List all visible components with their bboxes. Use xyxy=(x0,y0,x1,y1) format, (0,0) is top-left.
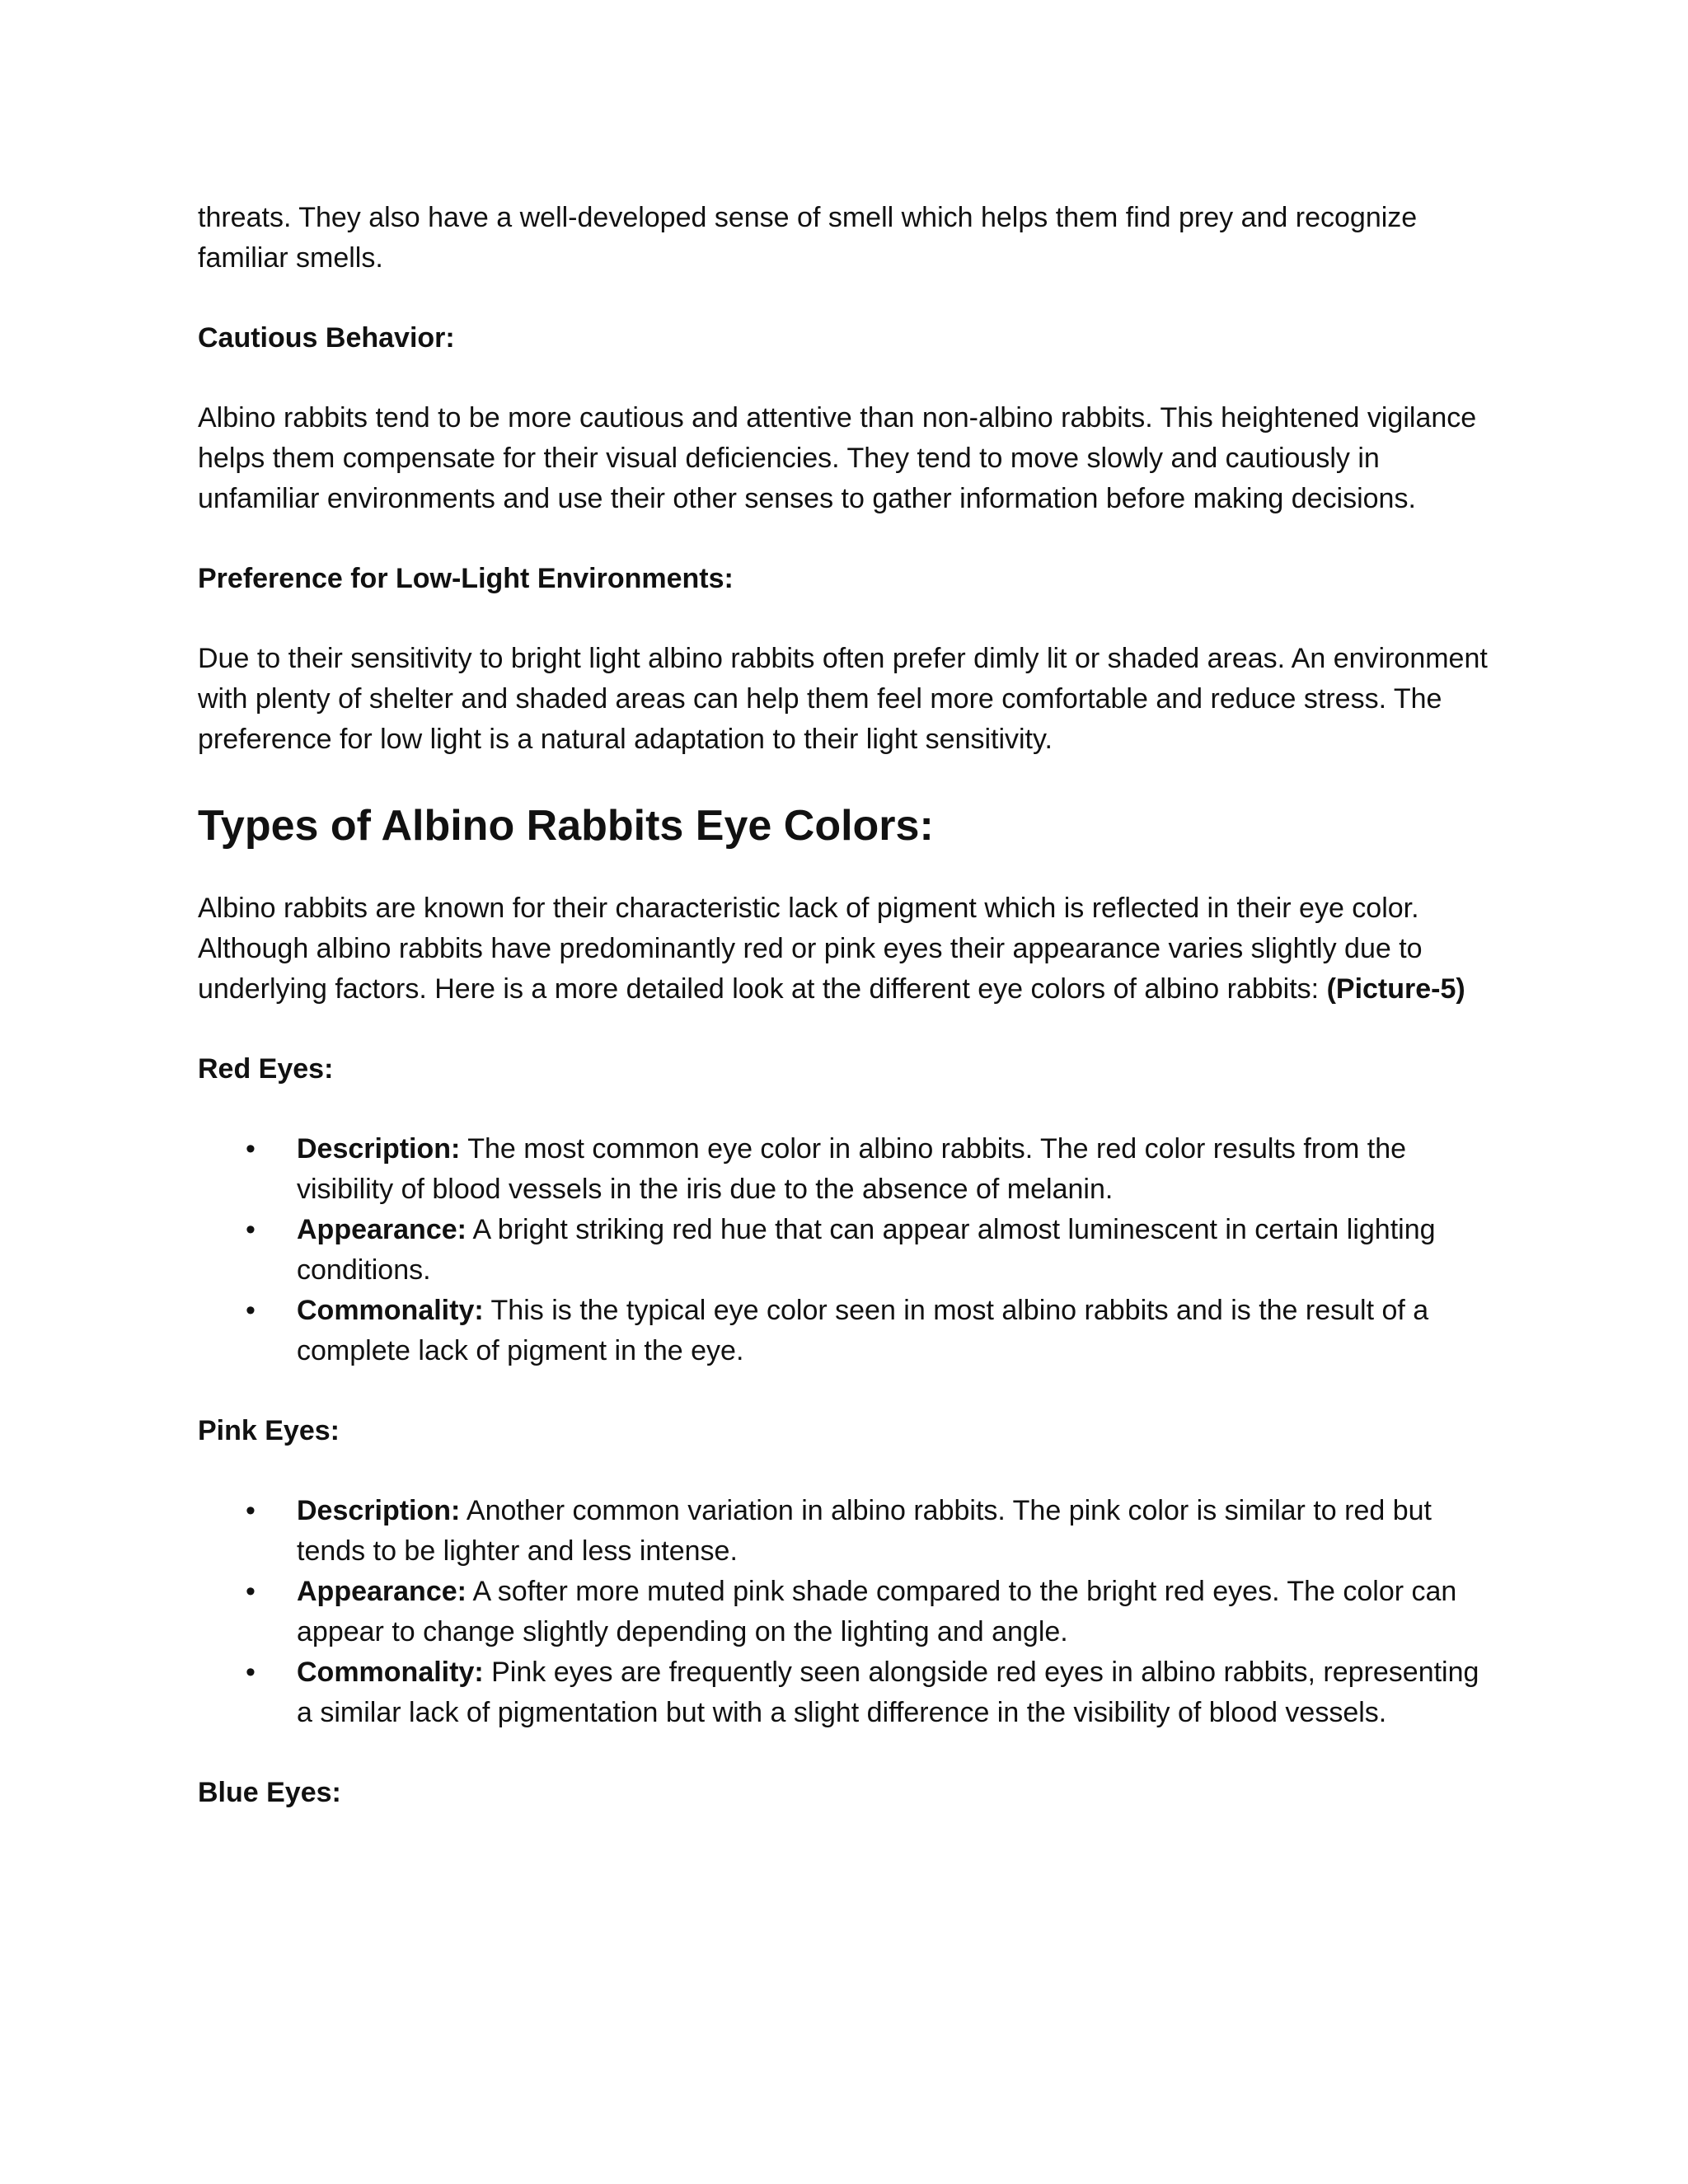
eye-colors-intro xyxy=(198,888,1500,1010)
picture-reference: (Picture-5) xyxy=(1326,973,1465,1005)
item-label: Description: xyxy=(297,1133,461,1165)
list-item xyxy=(198,1572,1500,1652)
cautious-behavior-paragraph: Albino rabbits tend to be more cautious and attentive than non-albino rabbits. This heightened vigilance helps them compensate for their visual deficiencies. They tend to move slowly and cautiously in unfamiliar environments and use their other senses to gather information before making decisions. xyxy=(198,402,1477,514)
item-label: Commonality: xyxy=(297,1657,484,1688)
pink-eyes-heading: Pink Eyes: xyxy=(198,1415,340,1446)
bullet-icon: • xyxy=(246,1214,256,1245)
bullet-icon: • xyxy=(246,1495,256,1526)
bullet-icon: • xyxy=(246,1576,256,1607)
item-label: Description: xyxy=(297,1495,461,1526)
cautious-behavior-heading: Cautious Behavior: xyxy=(198,322,455,354)
section-title: Types of Albino Rabbits Eye Colors: xyxy=(198,802,934,850)
bullet-icon: • xyxy=(246,1133,256,1165)
item-text: A softer more muted pink shade compared to the bright red eyes. The color can appear to change slightly depending on the lighting and angle. xyxy=(297,1576,1457,1647)
item-text: This is the typical eye color seen in most albino rabbits and is the result of a complete lack of pigment in the eye. xyxy=(297,1295,1429,1366)
item-label: Appearance: xyxy=(297,1576,467,1607)
eye-colors-intro-text: Albino rabbits are known for their characteristic lack of pigment which is reflected in their eye color. Although albino rabbits have predominantly red or pink eyes their appearance varies slightly due to underlying factors. Here is a more detailed look at the different eye colors of albino rabbits: xyxy=(198,893,1423,1005)
item-text: Pink eyes are frequently seen alongside red eyes in albino rabbits, representing a similar lack of pigmentation but with a slight difference in the visibility of blood vessels. xyxy=(297,1657,1479,1728)
list-item xyxy=(198,1129,1500,1210)
pink-eyes-list xyxy=(198,1491,1500,1733)
item-text: A bright striking red hue that can appear almost luminescent in certain lighting conditions. xyxy=(297,1214,1436,1286)
red-eyes-heading: Red Eyes: xyxy=(198,1053,334,1085)
item-text: The most common eye color in albino rabbits. The red color results from the visibility of blood vessels in the iris due to the absence of melanin. xyxy=(297,1133,1407,1205)
low-light-paragraph: Due to their sensitivity to bright light albino rabbits often prefer dimly lit or shaded areas. An environment with plenty of shelter and shaded areas can help them feel more comfortable and reduce stress. The preference for low light is a natural adaptation to their light sensitivity. xyxy=(198,643,1488,755)
list-item xyxy=(198,1652,1500,1733)
item-text: Another common variation in albino rabbits. The pink color is similar to red but tends to be lighter and less intense. xyxy=(297,1495,1432,1567)
document-page xyxy=(198,198,1500,1853)
list-item xyxy=(198,1291,1500,1371)
bullet-icon: • xyxy=(246,1657,256,1688)
blue-eyes-heading: Blue Eyes: xyxy=(198,1777,341,1808)
bullet-icon: • xyxy=(246,1295,256,1326)
list-item xyxy=(198,1210,1500,1291)
low-light-heading: Preference for Low-Light Environments: xyxy=(198,563,734,594)
intro-paragraph: threats. They also have a well-developed sense of smell which helps them find prey and recognize familiar smells. xyxy=(198,202,1418,274)
red-eyes-list xyxy=(198,1129,1500,1371)
item-label: Appearance: xyxy=(297,1214,467,1245)
item-label: Commonality: xyxy=(297,1295,484,1326)
list-item xyxy=(198,1491,1500,1572)
